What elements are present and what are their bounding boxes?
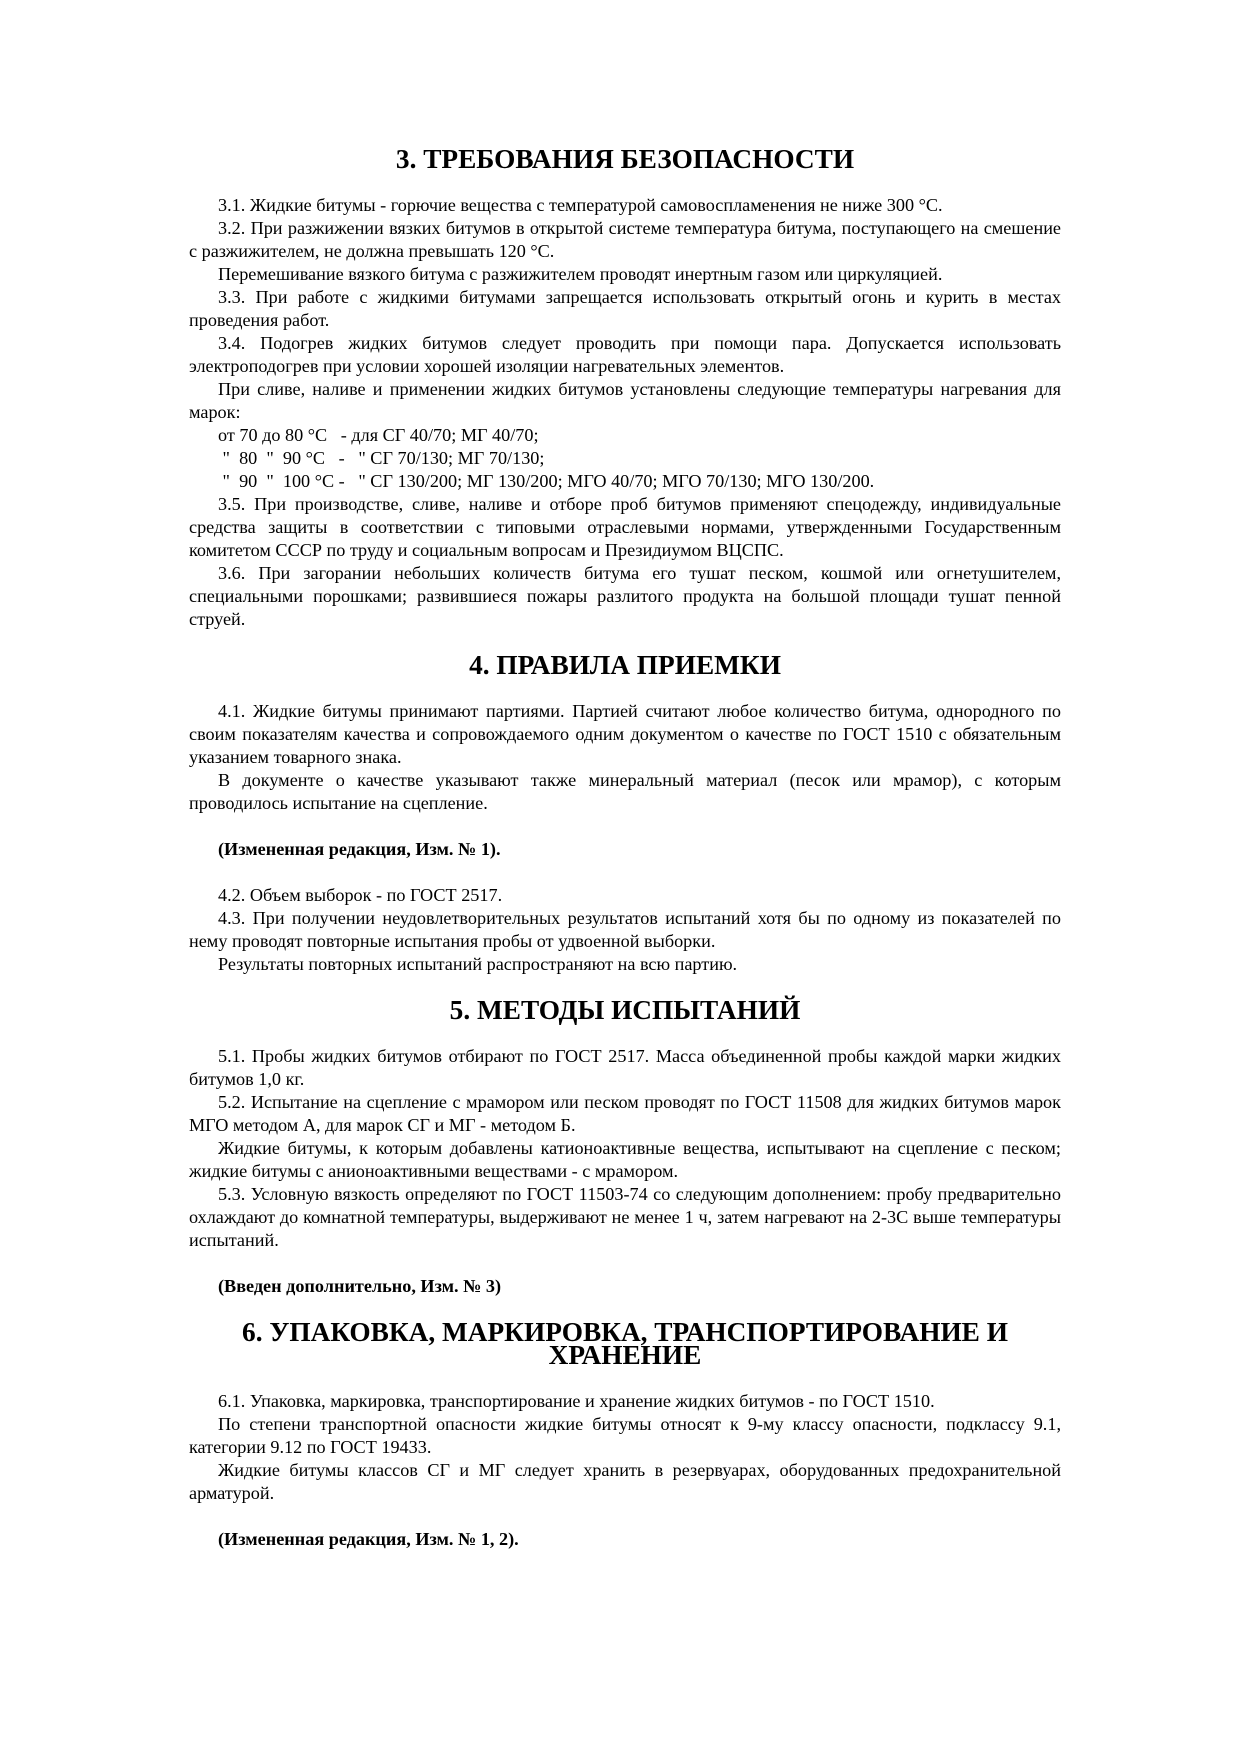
section-5-heading: 5. МЕТОДЫ ИСПЫТАНИЙ: [449, 995, 801, 1025]
paragraph-5-3: 5.3. Условную вязкость определяют по ГОСТ 11503-74 со следующим дополнением: пробу предварительно охлаждают до комнатной температуры, выдерживают не менее 1 ч, затем нагревают на 2-3С выше температуры испытаний.: [189, 1184, 1061, 1250]
paragraph-3-4-temperatures: При сливе, наливе и применении жидких битумов установлены следующие температуры нагревания для марок:: [189, 379, 1061, 422]
paragraph-5-2-cationic: Жидкие битумы, к которым добавлены катионоактивные вещества, испытывают на сцепление с песком; жидкие битумы с анионоактивными веществами - с мрамором.: [189, 1138, 1061, 1181]
revision-note: (Введен дополнительно, Изм. № 3): [218, 1276, 502, 1296]
section-6-heading: 6. УПАКОВКА, МАРКИРОВКА, ТРАНСПОРТИРОВАНИЕ И ХРАНЕНИЕ: [242, 1317, 1008, 1370]
temperature-line: " 80 " 90 °С - " СГ 70/130; МГ 70/130;: [218, 448, 545, 468]
spacer: [189, 1022, 1061, 1045]
paragraph-4-1-document: В документе о качестве указывают также минеральный материал (песок или мрамор), с которым проводилось испытание на сцепление.: [189, 770, 1061, 813]
temperature-line: от 70 до 80 °С - для СГ 40/70; МГ 40/70;: [218, 425, 539, 445]
paragraph-4-3-results: Результаты повторных испытаний распространяют на всю партию.: [218, 954, 738, 974]
section-4-heading: 4. ПРАВИЛА ПРИЕМКИ: [469, 650, 781, 680]
paragraph-6-1-hazard: По степени транспортной опасности жидкие битумы относят к 9-му классу опасности, подклассу 9.1, категории 9.12 по ГОСТ 19433.: [189, 1414, 1061, 1457]
paragraph-5-1: 5.1. Пробы жидких битумов отбирают по ГОСТ 2517. Масса объединенной пробы каждой марки жидких битумов 1,0 кг.: [189, 1046, 1061, 1089]
paragraph-6-1-storage: Жидкие битумы классов СГ и МГ следует хранить в резервуарах, оборудованных предохранительной арматурой.: [189, 1460, 1061, 1503]
paragraph-3-1: 3.1. Жидкие битумы - горючие вещества с температурой самовоспламенения не ниже 300 °С.: [218, 195, 943, 215]
paragraph-6-1: 6.1. Упаковка, маркировка, транспортирование и хранение жидких битумов - по ГОСТ 1510.: [218, 1391, 935, 1411]
paragraph-3-4: 3.4. Подогрев жидких битумов следует проводить при помощи пара. Допускается использовать электроподогрев при условии хорошей изоляции нагревательных элементов.: [189, 333, 1061, 376]
spacer: [189, 815, 1061, 838]
spacer: [189, 1367, 1061, 1390]
revision-note: (Измененная редакция, Изм. № 1).: [218, 839, 501, 859]
paragraph-4-2: 4.2. Объем выборок - по ГОСТ 2517.: [218, 885, 503, 905]
paragraph-4-3: 4.3. При получении неудовлетворительных результатов испытаний хотя бы по одному из показателей по нему проводят повторные испытания пробы от удвоенной выборки.: [189, 908, 1061, 951]
paragraph-5-2: 5.2. Испытание на сцепление с мрамором или песком проводят по ГОСТ 11508 для жидких битумов марок МГО методом А, для марок СГ и МГ - методом Б.: [189, 1092, 1061, 1135]
paragraph-3-5: 3.5. При производстве, сливе, наливе и отборе проб битумов применяют спецодежду, индивидуальные средства защиты в соответствии с типовыми отраслевыми нормами, утвержденными Государственным комитетом СССР по труду и социальным вопросам и Президиумом ВЦСПС.: [189, 494, 1061, 560]
document-page: [189, 144, 1061, 1551]
paragraph-3-2: 3.2. При разжижении вязких битумов в открытой системе температура битума, поступающего на смешение с разжижителем, не должна превышать 120 °С.: [189, 218, 1061, 261]
spacer: [189, 1252, 1061, 1275]
paragraph-3-3: 3.3. При работе с жидкими битумами запрещается использовать открытый огонь и курить в местах проведения работ.: [189, 287, 1061, 330]
spacer: [189, 677, 1061, 700]
revision-note: (Измененная редакция, Изм. № 1, 2).: [218, 1529, 519, 1549]
paragraph-3-6: 3.6. При загорании небольших количеств битума его тушат песком, кошмой или огнетушителем, специальными порошками; развившиеся пожары разлитого продукта на большой площади тушат пенной струей.: [189, 563, 1061, 629]
spacer: [189, 171, 1061, 194]
spacer: [189, 1505, 1061, 1528]
spacer: [189, 861, 1061, 884]
section-3-heading: 3. ТРЕБОВАНИЯ БЕЗОПАСНОСТИ: [395, 144, 855, 174]
paragraph-4-1: 4.1. Жидкие битумы принимают партиями. Партией считают любое количество битума, однородного по своим показателям качества и сопровождаемого одним документом о качестве по ГОСТ 1510 с обязательным указанием товарного знака.: [189, 701, 1061, 767]
paragraph-3-2-mixing: Перемешивание вязкого битума с разжижителем проводят инертным газом или циркуляцией.: [218, 264, 943, 284]
temperature-line: " 90 " 100 °С - " СГ 130/200; МГ 130/200; МГО 40/70; МГО 70/130; МГО 130/200.: [218, 471, 875, 491]
